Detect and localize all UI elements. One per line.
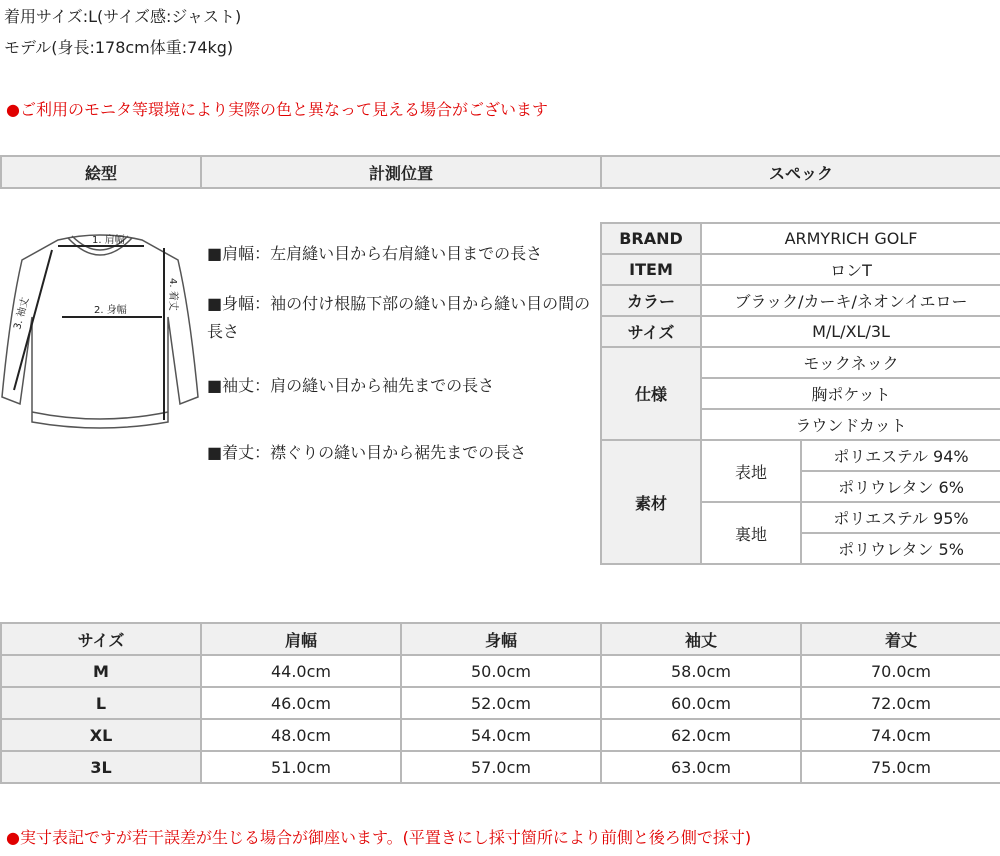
table-row (1, 751, 1000, 783)
spec-feature: 胸ポケット (701, 378, 1000, 409)
spec-size: M/L/XL/3L (701, 316, 1000, 347)
spec-feature: ラウンドカット (701, 409, 1000, 440)
spec-brand-label: BRAND (601, 223, 701, 254)
label-shoulder: 1. 肩幅 (92, 235, 125, 246)
color-notice: ●ご利用のモニタ等環境により実際の色と異なって見える場合がございます (6, 100, 548, 119)
size-header: 肩幅 (201, 623, 401, 655)
footer-notice: ●実寸表記ですが若干誤差が生じる場合が御座います。(平置きにし採寸箇所により前側と後ろ側で採寸) (6, 828, 752, 847)
spec-features-label: 仕様 (601, 347, 701, 440)
size-header: 袖丈 (601, 623, 801, 655)
size-cell: 52.0cm (401, 687, 601, 719)
label-length: 4. 着丈 (167, 278, 178, 311)
header-illustration: 絵型 (1, 156, 201, 188)
size-cell: 72.0cm (801, 687, 1000, 719)
table-row (1, 655, 1000, 687)
size-cell: 75.0cm (801, 751, 1000, 783)
size-cell: 70.0cm (801, 655, 1000, 687)
size-cell: 57.0cm (401, 751, 601, 783)
size-label: M (1, 655, 201, 687)
label-body: 2. 身幅 (94, 305, 127, 316)
size-label: L (1, 687, 201, 719)
model-info: モデル(身長:178cm体重:74kg) (4, 38, 234, 57)
measure-lines (14, 246, 164, 420)
spec-outer-label: 表地 (701, 440, 801, 502)
spec-table (600, 222, 1000, 565)
spec-outer-value: ポリウレタン 6% (801, 471, 1000, 502)
size-cell: 63.0cm (601, 751, 801, 783)
measure-length: ■着丈：襟ぐりの縫い目から裾先までの長さ (207, 443, 527, 462)
spec-item-label: ITEM (601, 254, 701, 285)
size-cell: 48.0cm (201, 719, 401, 751)
size-cell: 46.0cm (201, 687, 401, 719)
spec-brand: ARMYRICH GOLF (701, 223, 1000, 254)
size-cell: 50.0cm (401, 655, 601, 687)
size-header: サイズ (1, 623, 201, 655)
size-cell: 51.0cm (201, 751, 401, 783)
spec-lining-value: ポリエステル 95% (801, 502, 1000, 533)
size-cell: 62.0cm (601, 719, 801, 751)
spec-lining-label: 裏地 (701, 502, 801, 564)
spec-color: ブラック/カーキ/ネオンイエロー (701, 285, 1000, 316)
size-header: 着丈 (801, 623, 1000, 655)
label-sleeve: 3. 袖丈 (12, 296, 32, 331)
size-table (0, 622, 1000, 784)
size-label: 3L (1, 751, 201, 783)
spec-size-label: サイズ (601, 316, 701, 347)
spec-material-label: 素材 (601, 440, 701, 564)
measure-shoulder: ■肩幅：左肩縫い目から右肩縫い目までの長さ (207, 244, 543, 263)
size-cell: 54.0cm (401, 719, 601, 751)
size-cell: 60.0cm (601, 687, 801, 719)
table-row (1, 687, 1000, 719)
size-cell: 58.0cm (601, 655, 801, 687)
size-header: 身幅 (401, 623, 601, 655)
measure-sleeve: ■袖丈：肩の縫い目から袖先までの長さ (207, 376, 495, 395)
size-label: XL (1, 719, 201, 751)
section-header-table (0, 155, 1000, 189)
wearing-size: 着用サイズ:L(サイズ感:ジャスト) (4, 7, 242, 26)
size-cell: 74.0cm (801, 719, 1000, 751)
spec-outer-value: ポリエステル 94% (801, 440, 1000, 471)
measure-body: ■身幅：袖の付け根脇下部の縫い目から縫い目の間の長さ (207, 294, 591, 341)
table-row (1, 719, 1000, 751)
size-cell: 44.0cm (201, 655, 401, 687)
header-spec: スペック (601, 156, 1000, 188)
spec-feature: モックネック (701, 347, 1000, 378)
spec-item: ロンT (701, 254, 1000, 285)
spec-lining-value: ポリウレタン 5% (801, 533, 1000, 564)
header-measurement: 計測位置 (201, 156, 601, 188)
spec-color-label: カラー (601, 285, 701, 316)
shirt-outline (2, 235, 198, 428)
garment-diagram (0, 222, 200, 437)
